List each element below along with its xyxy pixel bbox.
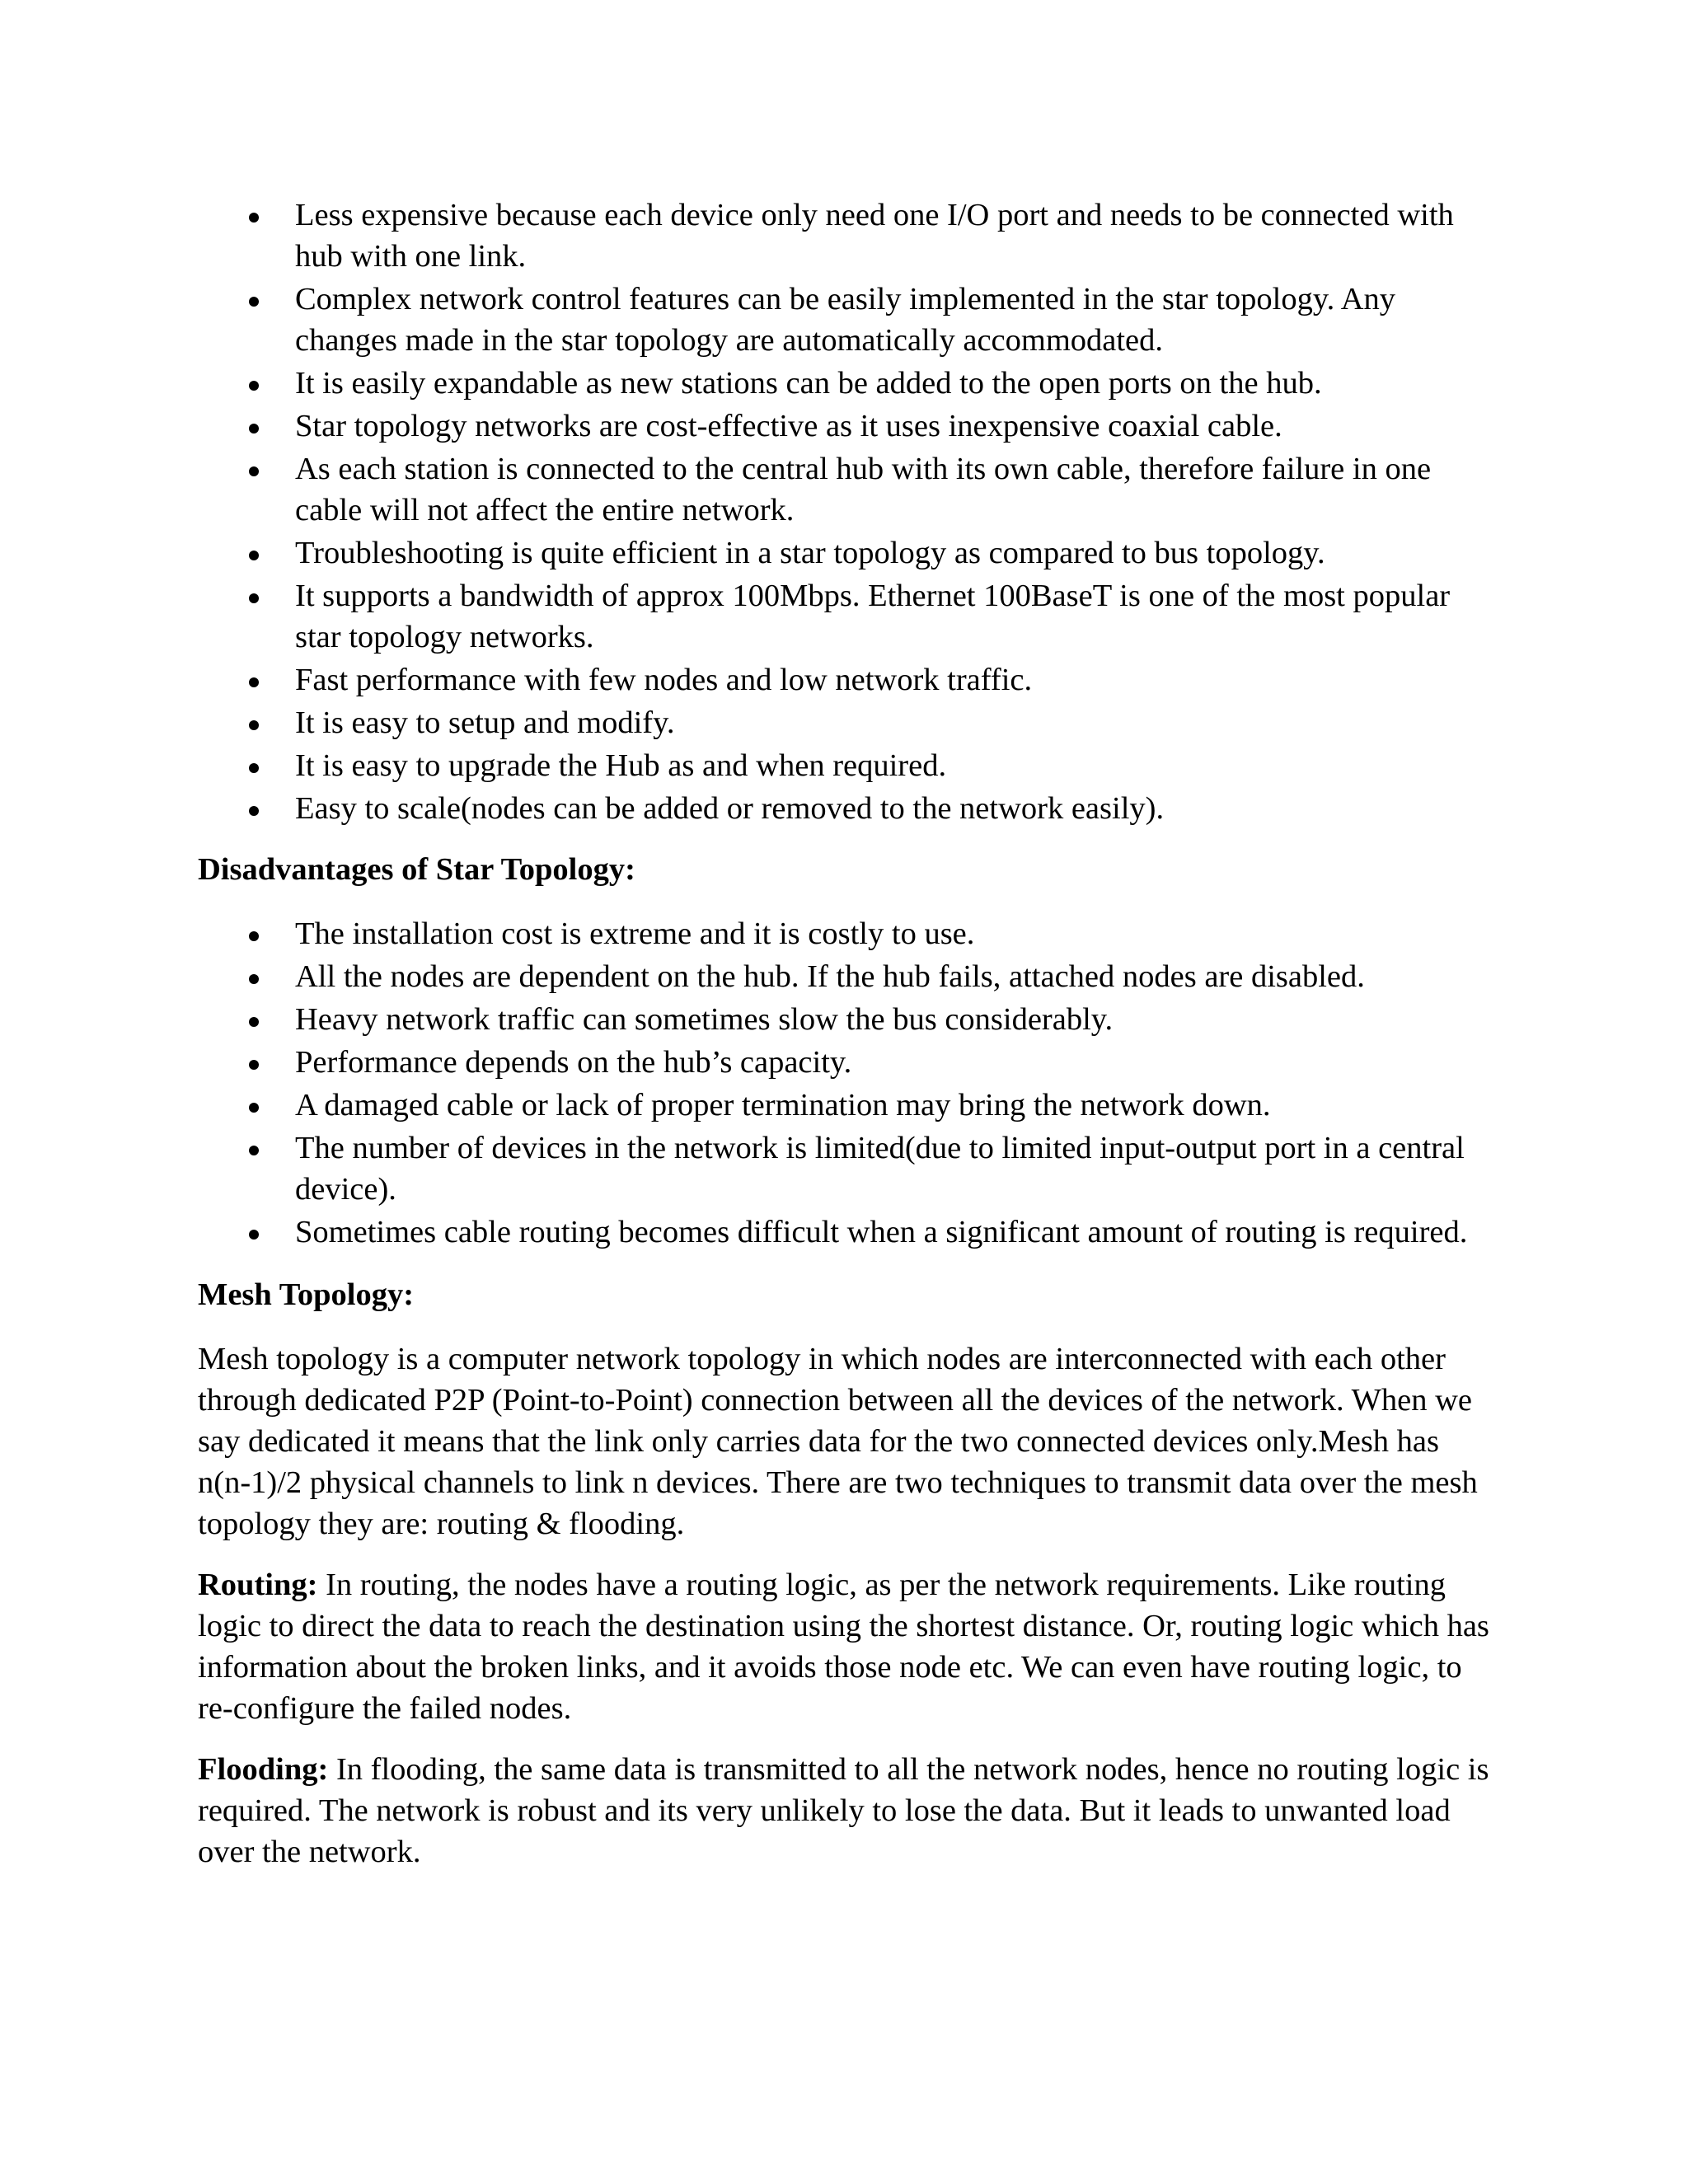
bullet-icon: [249, 593, 259, 603]
list-item: [198, 913, 1492, 954]
list-item-text: Complex network control features can be easily implemented in the star topology. Any changes made in the star topology are automatically accommodated.: [295, 282, 1396, 358]
list-item-text: Troubleshooting is quite efficient in a star topology as compared to bus topology.: [295, 536, 1325, 570]
list-item: [198, 363, 1492, 404]
routing-text: In routing, the nodes have a routing logic, as per the network requirements. Like routing logic to direct the data to reach the destination using the shortest distance. Or, routing logic which has information about the broken links, and it avoids those node etc. We can even have routing logic, to re-configure the failed nodes.: [198, 1568, 1489, 1726]
disadvantages-list: [198, 913, 1492, 1253]
routing-label: Routing:: [198, 1568, 318, 1602]
list-item-text: Star topology networks are cost-effective as it uses inexpensive coaxial cable.: [295, 409, 1282, 443]
list-item: [198, 659, 1492, 701]
list-item-text: It is easy to setup and modify.: [295, 705, 675, 740]
document-page: [198, 194, 1492, 1872]
list-item-text: Fast performance with few nodes and low network traffic.: [295, 663, 1033, 697]
bullet-icon: [249, 213, 259, 223]
list-item-text: The number of devices in the network is limited(due to limited input-output port in a central device).: [295, 1131, 1465, 1207]
list-item-text: As each station is connected to the central hub with its own cable, therefore failure in one cable will not affect the entire network.: [295, 452, 1432, 527]
list-item-text: It is easily expandable as new stations can be added to the open ports on the hub.: [295, 366, 1322, 401]
list-item: [198, 279, 1492, 361]
list-item-text: A damaged cable or lack of proper termination may bring the network down.: [295, 1088, 1271, 1122]
mesh-intro-paragraph: Mesh topology is a computer network topology in which nodes are interconnected with each other through dedicated P2P (Point-to-Point) connection between all the devices of the network. When we say dedicated it means that the link only carries data for the two connected devices only.Mesh has n(n-1)/2 physical channels to link n devices. There are two techniques to transmit data over the mesh topology they are: routing & flooding.: [198, 1342, 1478, 1541]
advantages-list: [198, 194, 1492, 829]
list-item: [198, 1212, 1492, 1253]
disadvantages-heading: Disadvantages of Star Topology:: [198, 852, 635, 887]
list-item-text: Heavy network traffic can sometimes slow the bus considerably.: [295, 1002, 1114, 1037]
bullet-icon: [249, 1060, 259, 1070]
list-item: [198, 1085, 1492, 1126]
list-item: [198, 405, 1492, 447]
bullet-icon: [249, 381, 259, 391]
list-item-text: The installation cost is extreme and it is costly to use.: [295, 916, 975, 951]
bullet-icon: [249, 551, 259, 560]
list-item: [198, 1042, 1492, 1083]
bullet-icon: [249, 763, 259, 773]
list-item: [198, 194, 1492, 277]
bullet-icon: [249, 297, 259, 307]
list-item: [198, 745, 1492, 786]
bullet-icon: [249, 1103, 259, 1113]
mesh-heading: Mesh Topology:: [198, 1277, 415, 1312]
bullet-icon: [249, 424, 259, 434]
bullet-icon: [249, 931, 259, 941]
routing-paragraph: [198, 1564, 1492, 1729]
bullet-icon: [249, 1017, 259, 1027]
flooding-text: In flooding, the same data is transmitted to all the network nodes, hence no routing logic is required. The network is robust and its very unlikely to lose the data. But it leads to unwanted load over the network.: [198, 1752, 1489, 1869]
list-item: [198, 448, 1492, 531]
bullet-icon: [249, 806, 259, 816]
bullet-icon: [249, 1146, 259, 1155]
list-item-text: All the nodes are dependent on the hub. If the hub fails, attached nodes are disabled.: [295, 959, 1365, 994]
list-item-text: Performance depends on the hub’s capacity.: [295, 1045, 852, 1080]
list-item: [198, 532, 1492, 574]
list-item: [198, 956, 1492, 997]
bullet-icon: [249, 974, 259, 984]
list-item: [198, 788, 1492, 829]
list-item: [198, 575, 1492, 658]
list-item-text: It supports a bandwidth of approx 100Mbps. Ethernet 100BaseT is one of the most popular star topology networks.: [295, 579, 1451, 654]
list-item: [198, 999, 1492, 1040]
flooding-label: Flooding:: [198, 1752, 329, 1787]
list-item-text: It is easy to upgrade the Hub as and when required.: [295, 748, 947, 783]
bullet-icon: [249, 1230, 259, 1240]
bullet-icon: [249, 466, 259, 476]
list-item-text: Sometimes cable routing becomes difficult when a significant amount of routing is required.: [295, 1215, 1468, 1249]
list-item: [198, 1127, 1492, 1210]
list-item: [198, 702, 1492, 743]
flooding-paragraph: [198, 1749, 1492, 1872]
list-item-text: Less expensive because each device only need one I/O port and needs to be connected with hub with one link.: [295, 198, 1454, 274]
list-item-text: Easy to scale(nodes can be added or removed to the network easily).: [295, 791, 1165, 826]
bullet-icon: [249, 720, 259, 730]
bullet-icon: [249, 677, 259, 687]
